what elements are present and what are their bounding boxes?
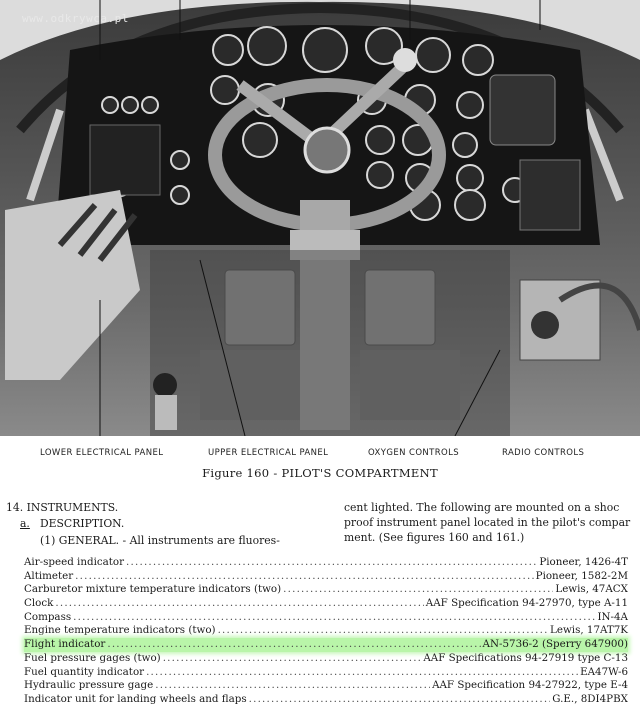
instrument-spec: AAF Specification 94-27922, type E-4: [432, 679, 628, 692]
instrument-name: Engine temperature indicators (two): [24, 624, 216, 637]
paragraph-right-line-2: proof instrument panel located in the pilot's compar: [344, 516, 631, 529]
instrument-row: [24, 556, 628, 570]
instrument-row: [24, 624, 628, 638]
instrument-spec: EA47W-6: [580, 665, 628, 678]
instrument-spec: Lewis, 17AT7K: [550, 624, 628, 637]
leader-dots: [283, 583, 553, 597]
instrument-list: [24, 556, 628, 707]
instrument-name: Compass: [24, 610, 72, 623]
instrument-row: [24, 570, 628, 584]
instrument-spec: IN-4A: [597, 610, 628, 623]
section-heading: 14. INSTRUMENTS.: [6, 501, 119, 514]
instrument-row: [24, 611, 628, 625]
leader-dots: [249, 693, 551, 707]
leader-dots: [107, 638, 480, 652]
instrument-row: [24, 666, 628, 680]
instrument-row: [24, 693, 628, 707]
watermark-text: www.odkrywca.pl: [22, 12, 129, 25]
callout-upper-electrical-panel: UPPER ELECTRICAL PANEL: [208, 448, 329, 458]
instrument-name: Flight indicator: [24, 638, 106, 651]
instrument-name: Carburetor mixture temperature indicators (two): [24, 583, 282, 596]
leader-dots: [55, 597, 423, 611]
instrument-name: Air-speed indicator: [24, 556, 125, 568]
callout-oxygen-controls: OXYGEN CONTROLS: [368, 448, 460, 458]
subsection-letter: a.: [20, 517, 30, 530]
paragraph-left-line: (1) GENERAL. - All instruments are fluores-: [40, 534, 280, 547]
instrument-name: Altimeter: [24, 569, 74, 582]
instrument-spec: AAF Specifications 94-27919 type C-13: [423, 651, 628, 664]
instrument-row-highlighted: [24, 638, 628, 652]
instrument-row: [24, 597, 628, 611]
instrument-row: [24, 583, 628, 597]
leader-dots: [155, 679, 430, 693]
instrument-spec: Pioneer, 1582-2M: [535, 569, 628, 582]
callout-radio-controls: RADIO CONTROLS: [502, 448, 585, 458]
instrument-spec: G.E., 8DI4PBX: [552, 692, 628, 705]
instrument-name: Fuel quantity indicator: [24, 665, 145, 678]
instrument-name: Indicator unit for landing wheels and flaps: [24, 692, 247, 705]
leader-dots: [146, 666, 578, 680]
instrument-spec: AN-5736-2 (Sperry 647900): [482, 638, 628, 651]
instrument-spec: Lewis, 47ACX: [555, 583, 628, 596]
subsection-title: DESCRIPTION.: [40, 517, 125, 530]
instrument-spec: AAF Specification 94-27970, type A-11: [425, 597, 628, 610]
leader-dots: [218, 624, 548, 638]
instrument-row: [24, 652, 628, 666]
instrument-name: Fuel pressure gages (two): [24, 651, 161, 664]
paragraph-right-line-3: ment. (See figures 160 and 161.): [344, 531, 525, 544]
instrument-name: Hydraulic pressure gage: [24, 679, 154, 692]
instrument-name: Clock: [24, 597, 54, 610]
instrument-row: [24, 679, 628, 693]
leader-dots: [75, 570, 533, 584]
instrument-spec: Pioneer, 1426-4T: [539, 556, 628, 568]
leader-dots: [126, 556, 537, 570]
leader-dots: [163, 652, 422, 666]
callout-lower-electrical-panel: LOWER ELECTRICAL PANEL: [40, 448, 164, 458]
leader-dots: [73, 611, 595, 625]
figure-caption: Figure 160 - PILOT'S COMPARTMENT: [202, 466, 438, 480]
paragraph-right-line-1: cent lighted. The following are mounted on a shoc: [344, 501, 620, 514]
